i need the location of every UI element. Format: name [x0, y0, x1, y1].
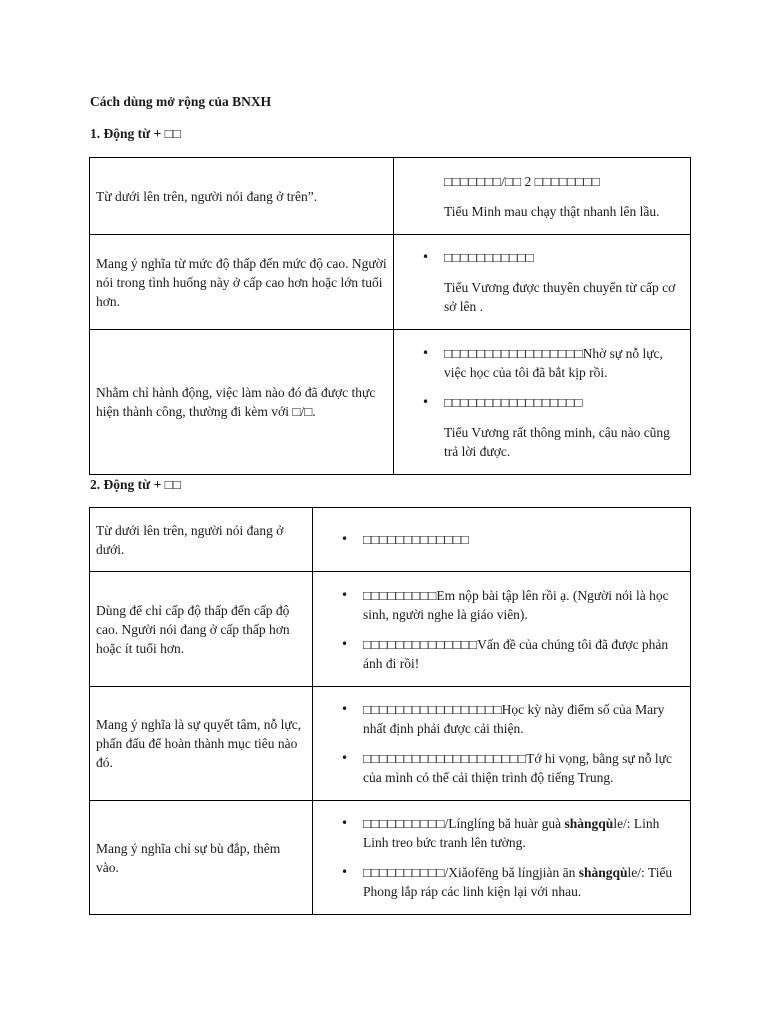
example-line: • □□□□□□□□□□/Línglíng bǎ huàr guà shàngqùle/: Linh Linh treo bức tranh lên tường.: [363, 814, 682, 852]
usage-description: Mang ý nghĩa chỉ sự bù đắp, thêm vào.: [90, 801, 313, 915]
section-1-table: [89, 157, 691, 475]
table-row: [90, 158, 691, 235]
example-translation: Tiểu Minh mau chạy thật nhanh lên lầu.: [444, 203, 660, 219]
section-2-table: [89, 507, 691, 915]
pinyin-emphasis: shàngqù: [578, 865, 628, 880]
usage-examples: [313, 508, 691, 572]
usage-description: Mang ý nghĩa từ mức độ thấp đến mức độ cao. Người nói trong tình huống này ở cấp cao hơn hoặc lớn tuổi hơn.: [90, 235, 394, 330]
table-row: [90, 330, 691, 475]
pinyin-emphasis: shàngqù: [564, 816, 614, 831]
table-row: [90, 687, 691, 801]
usage-examples: [313, 801, 691, 915]
table-row: [90, 801, 691, 915]
usage-examples: [394, 158, 691, 235]
example-translation: Tiểu Vương được thuyên chuyển từ cấp cơ sở lên .: [444, 280, 676, 314]
example-line: • □□□□□□□□□□□: [444, 248, 682, 267]
usage-examples: [394, 330, 691, 475]
example-line: • □□□□□□□□□□/Xiǎofēng bǎ língjiàn ān shàngqùle/: Tiểu Phong lắp ráp các linh kiện lại với nhau.: [363, 863, 682, 901]
section-1-heading: 1. Động từ + □□: [90, 126, 181, 141]
usage-description: Dùng để chỉ cấp độ thấp đến cấp độ cao. Người nói đang ở cấp thấp hơn hoặc ít tuổi hơn.: [90, 572, 313, 687]
document-title: Cách dùng mở rộng của BNXH: [90, 94, 272, 109]
example-line: • □□□□□□□□□□□□□: [363, 530, 682, 549]
table-row: [90, 235, 691, 330]
usage-description: Nhằm chỉ hành động, việc làm nào đó đã được thực hiện thành công, thường đi kèm với □/□.: [90, 330, 394, 475]
section-2-heading: 2. Động từ + □□: [90, 477, 181, 492]
usage-examples: [313, 572, 691, 687]
usage-examples: [313, 687, 691, 801]
table-row: [90, 508, 691, 572]
example-line: • □□□□□□□□□□□□□□□□□□□□Tớ hi vọng, bằng sự nỗ lực của mình có thể cải thiện trình độ tiếng Trung.: [363, 749, 682, 787]
table-row: [90, 572, 691, 687]
usage-description: Từ dưới lên trên, người nói đang ở trên”.: [90, 158, 394, 235]
example-line: • □□□□□□□□□□□□□□□□□Nhờ sự nỗ lực, việc học của tôi đã bắt kịp rồi.: [444, 344, 682, 382]
usage-description: Mang ý nghĩa là sự quyết tâm, nỗ lực, phấn đấu để hoàn thành mục tiêu nào đó.: [90, 687, 313, 801]
usage-examples: [394, 235, 691, 330]
example-line: • □□□□□□□□□□□□□□□□□: [444, 393, 682, 412]
example-line: □□□□□□□/□□ 2 □□□□□□□□: [444, 173, 600, 189]
example-line: • □□□□□□□□□□□□□□□□□Học kỳ này điểm số của Mary nhất định phải được cải thiện.: [363, 700, 682, 738]
example-line: • □□□□□□□□□Em nộp bài tập lên rồi ạ. (Người nói là học sinh, người nghe là giáo viên).: [363, 586, 682, 624]
example-translation: Tiểu Vương rất thông minh, câu nào cũng trả lời được.: [444, 424, 670, 459]
usage-description: Từ dưới lên trên, người nói đang ở dưới.: [90, 508, 313, 572]
example-line: • □□□□□□□□□□□□□□Vấn đề của chúng tôi đã được phản ánh đi rồi!: [363, 635, 682, 673]
